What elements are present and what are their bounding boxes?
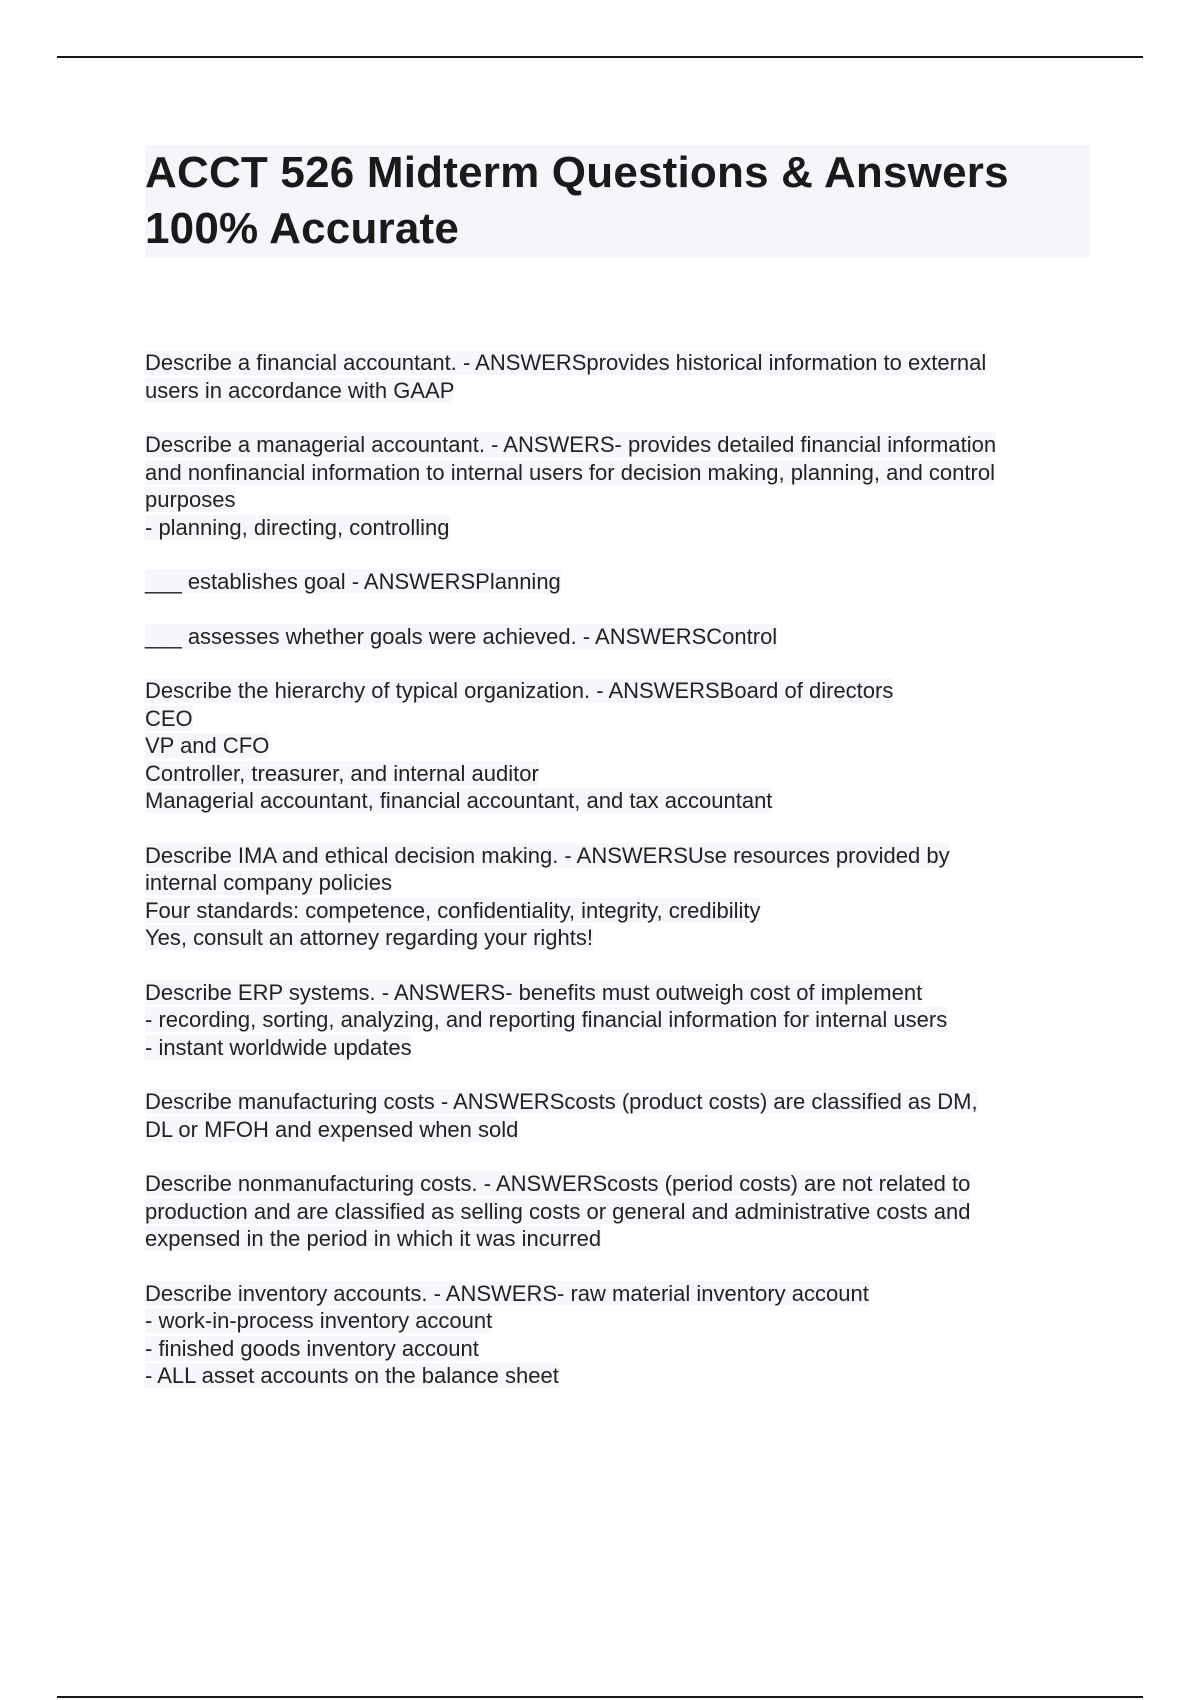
document-body <box>145 145 1090 1417</box>
qa-item-control <box>145 623 1090 651</box>
qa-item-managerial-accountant <box>145 431 1090 541</box>
qa-line: - ALL asset accounts on the balance sheet <box>145 1363 559 1388</box>
qa-line: ___ establishes goal - ANSWERSPlanning <box>145 569 561 594</box>
qa-line: users in accordance with GAAP <box>145 377 455 403</box>
qa-line: Describe inventory accounts. - ANSWERS- raw material inventory account <box>145 1280 869 1306</box>
qa-line: Describe a financial accountant. - ANSWERSprovides historical information to external <box>145 350 987 375</box>
qa-line: internal company policies <box>145 870 393 895</box>
qa-line: VP and CFO <box>145 733 270 758</box>
qa-line: - planning, directing, controlling <box>145 514 450 540</box>
qa-line: CEO <box>145 705 193 731</box>
qa-item-manufacturing-costs <box>145 1088 1090 1143</box>
qa-line: Four standards: competence, confidentiality, integrity, credibility <box>145 897 761 923</box>
qa-line: ___ assesses whether goals were achieved. - ANSWERSControl <box>145 623 778 649</box>
bottom-rule <box>57 1696 1143 1698</box>
title-line-1: ACCT 526 Midterm Questions & Answers <box>145 148 1009 197</box>
qa-line: purposes <box>145 487 236 512</box>
qa-line: production and are classified as selling costs or general and administrative costs and <box>145 1198 971 1224</box>
title-line-2: 100% Accurate <box>145 204 460 253</box>
qa-line: Managerial accountant, financial accountant, and tax accountant <box>145 788 773 813</box>
qa-line: - instant worldwide updates <box>145 1034 412 1060</box>
qa-line: Yes, consult an attorney regarding your rights! <box>145 925 594 950</box>
qa-line: - work-in-process inventory account <box>145 1308 493 1333</box>
qa-line: Controller, treasurer, and internal auditor <box>145 760 539 786</box>
qa-item-hierarchy <box>145 677 1090 815</box>
document-title <box>145 145 1090 257</box>
qa-line: DL or MFOH and expensed when sold <box>145 1116 519 1142</box>
qa-line: Describe ERP systems. - ANSWERS- benefits must outweigh cost of implement <box>145 979 923 1005</box>
qa-item-inventory-accounts <box>145 1280 1090 1390</box>
qa-line: - finished goods inventory account <box>145 1335 479 1361</box>
qa-line: Describe IMA and ethical decision making. - ANSWERSUse resources provided by <box>145 842 950 868</box>
qa-item-erp-systems <box>145 979 1090 1062</box>
qa-item-financial-accountant <box>145 349 1090 404</box>
qa-line: expensed in the period in which it was incurred <box>145 1226 602 1251</box>
qa-line: Describe the hierarchy of typical organization. - ANSWERSBoard of directors <box>145 678 894 703</box>
qa-list <box>145 349 1090 1390</box>
qa-item-nonmanufacturing-costs <box>145 1170 1090 1253</box>
qa-line: and nonfinancial information to internal users for decision making, planning, and control <box>145 459 995 485</box>
qa-line: Describe manufacturing costs - ANSWERScosts (product costs) are classified as DM, <box>145 1089 978 1114</box>
qa-line: Describe nonmanufacturing costs. - ANSWERScosts (period costs) are not related to <box>145 1171 971 1196</box>
qa-item-planning <box>145 568 1090 596</box>
qa-line: Describe a managerial accountant. - ANSWERS- provides detailed financial information <box>145 432 997 457</box>
top-rule <box>57 56 1143 58</box>
qa-item-ima-ethics <box>145 842 1090 952</box>
qa-line: - recording, sorting, analyzing, and reporting financial information for internal users <box>145 1007 948 1032</box>
